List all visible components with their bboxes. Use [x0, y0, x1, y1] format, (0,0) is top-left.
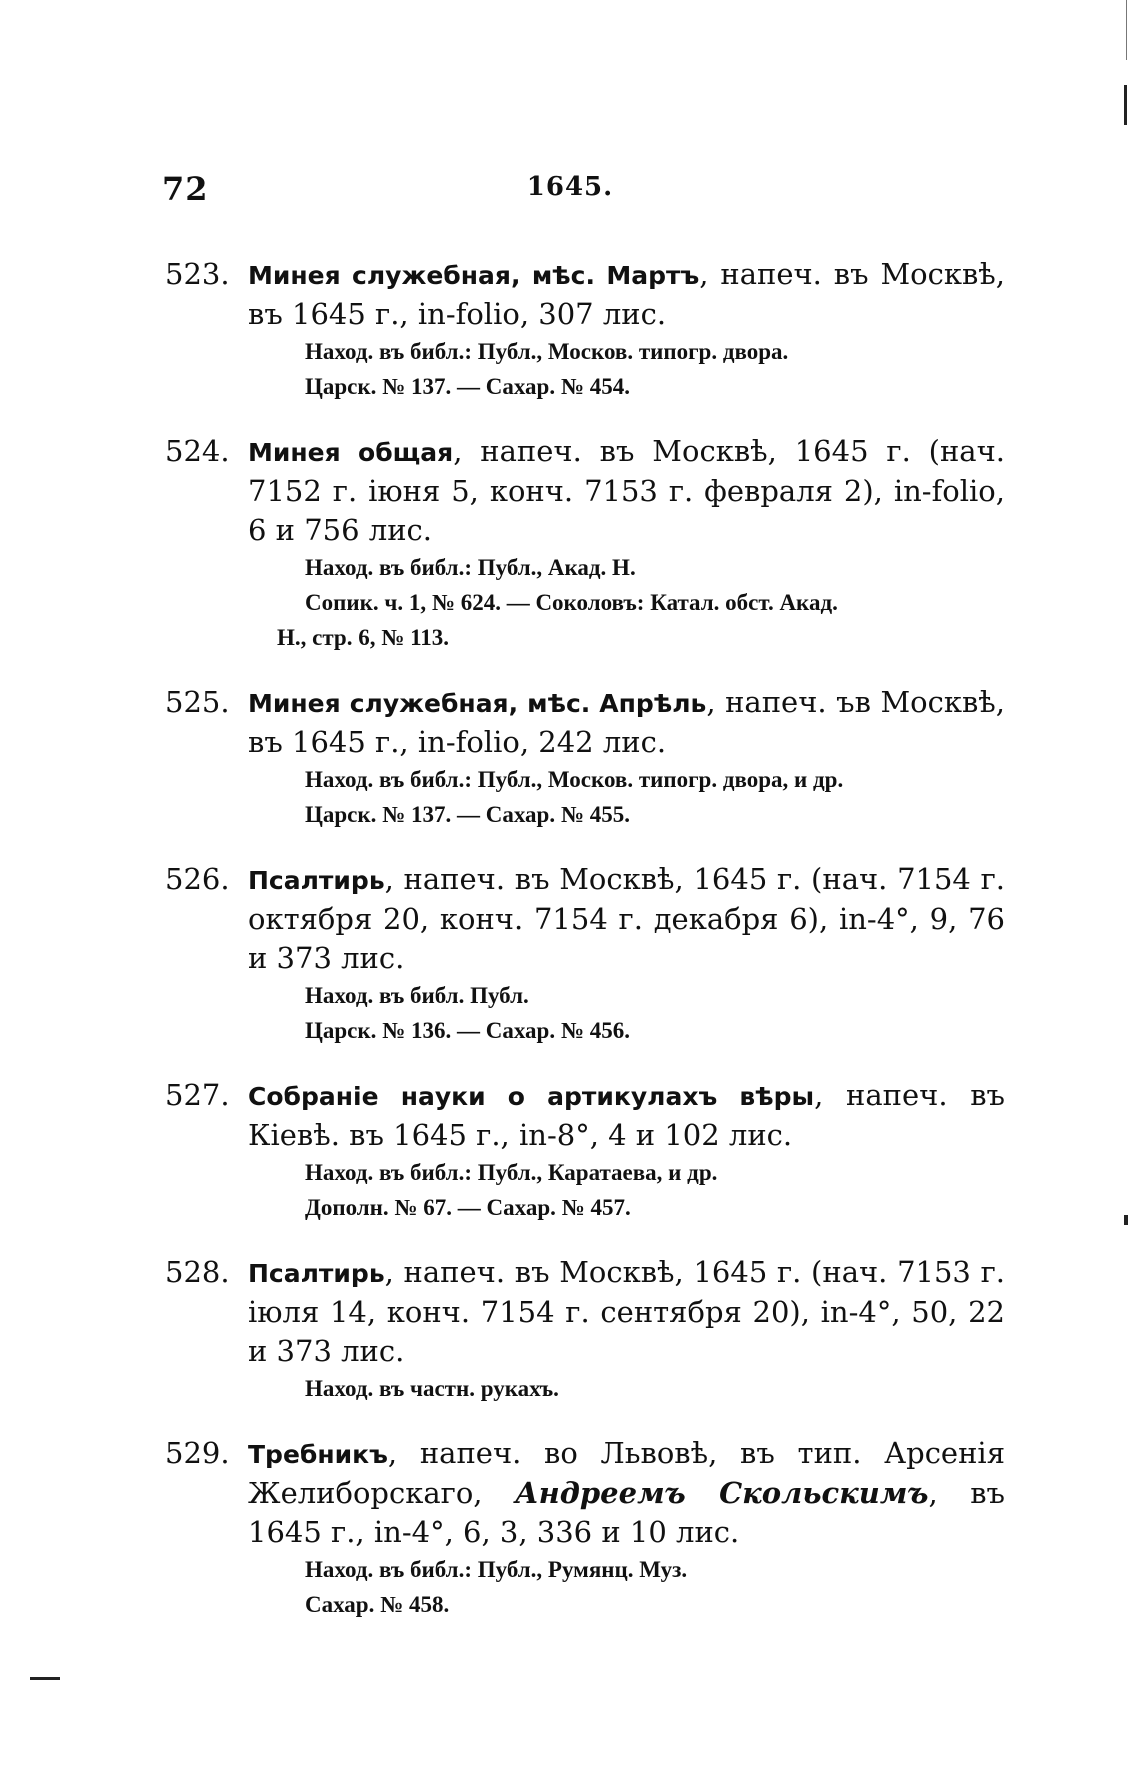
entry-body — [248, 860, 1005, 978]
entry-524 — [165, 432, 1005, 655]
entry-525 — [165, 683, 1005, 832]
entry-body — [248, 255, 1005, 334]
edge-scan-dot — [1124, 1215, 1128, 1225]
entry-list — [165, 255, 1005, 1650]
entry-text: , напеч. въ Кіевѣ. въ 1645 г., in-8°, 4 и 102 лис. — [248, 1078, 1005, 1152]
reference-note: Дополн. № 67. — Сахар. № 457. — [305, 1195, 631, 1220]
entry-title: Требникъ — [248, 1440, 388, 1469]
entry-body — [248, 683, 1005, 762]
entry-printers: Андреемъ Скольскимъ — [514, 1476, 929, 1510]
margin-dash-mark — [30, 1677, 60, 1680]
entry-title: Минея служебная, мѣс. Мартъ — [248, 261, 700, 290]
page-number: 72 — [162, 170, 209, 208]
entry-number: 525. — [165, 685, 230, 719]
entry-number: 526. — [165, 862, 230, 896]
reference-note: Царск. № 137. — Сахар. № 454. — [305, 374, 630, 399]
reference-note: Царск. № 136. — Сахар. № 456. — [305, 1018, 630, 1043]
entry-number: 528. — [165, 1255, 230, 1289]
entry-number: 527. — [165, 1078, 230, 1112]
entry-text: , напеч. въ Москвѣ, 1645 г. (нач. 7154 г. октября 20, конч. 7154 г. декабря 6), in-4°, 9, 76 и 373 лис. — [248, 862, 1005, 975]
entry-529 — [165, 1434, 1005, 1622]
entry-text-cont: , въ 1645 г., in-4°, 6, 3, 336 и 10 лис. — [248, 1476, 1005, 1549]
entry-title: Собраніе науки о артикулахъ вѣры — [248, 1082, 815, 1111]
holdings-note: Наход. въ частн. рукахъ. — [305, 1376, 559, 1401]
entry-title: Псалтирь — [248, 866, 385, 895]
entry-526 — [165, 860, 1005, 1048]
reference-note-continuation: Н., стр. 6, № 113. — [277, 625, 450, 650]
entry-528 — [165, 1253, 1005, 1406]
reference-note: Царск. № 137. — Сахар. № 455. — [305, 802, 630, 827]
holdings-note: Наход. въ библ. Публ. — [305, 983, 529, 1008]
entry-number: 524. — [165, 434, 230, 468]
entry-body — [248, 1076, 1005, 1155]
entry-body — [248, 432, 1005, 550]
entry-text: , напеч. во Львовѣ, въ тип. Арсенія Желиборскаго, — [248, 1436, 1005, 1510]
edge-scan-mark — [1124, 85, 1127, 125]
holdings-note: Наход. въ библ.: Публ., Акад. Н. — [305, 555, 636, 580]
entry-title: Минея общая — [248, 438, 454, 467]
reference-note — [277, 585, 1005, 655]
entry-text: , напеч. въ Москвѣ, 1645 г. (нач. 7153 г. іюля 14, конч. 7154 г. сентября 20), in-4°, 50, 22 и 373 лис. — [248, 1255, 1005, 1368]
holdings-note: Наход. въ библ.: Публ., Москов. типогр. двора, и др. — [305, 767, 844, 792]
entry-523 — [165, 255, 1005, 404]
edge-scan-line — [1126, 0, 1127, 60]
entry-number: 523. — [165, 257, 230, 291]
holdings-note: Наход. въ библ.: Публ., Москов. типогр. двора. — [305, 339, 789, 364]
entry-title: Псалтирь — [248, 1259, 385, 1288]
reference-note: Сахар. № 458. — [305, 1592, 450, 1617]
entry-body — [248, 1253, 1005, 1371]
holdings-note: Наход. въ библ.: Публ., Каратаева, и др. — [305, 1160, 718, 1185]
entry-text: , напеч. въ Москвѣ, 1645 г. (нач. 7152 г. іюня 5, конч. 7153 г. февраля 2), in-folio, 6 и 756 лис. — [248, 434, 1005, 547]
entry-text: , напеч. ъв Москвѣ, въ 1645 г., in-folio, 242 лис. — [248, 685, 1006, 759]
entry-number: 529. — [165, 1436, 230, 1470]
holdings-note: Наход. въ библ.: Публ., Румянц. Муз. — [305, 1557, 688, 1582]
entry-title: Минея служебная, мѣс. Апрѣль — [248, 689, 707, 718]
entry-text: , напеч. въ Москвѣ, въ 1645 г., in-folio, 307 лис. — [248, 257, 1005, 331]
reference-note-line: Сопик. ч. 1, № 624. — Соколовъ: Катал. обст. Акад. — [305, 590, 838, 615]
running-header-year: 1645. — [526, 172, 614, 202]
entry-527 — [165, 1076, 1005, 1225]
entry-body — [248, 1434, 1005, 1552]
